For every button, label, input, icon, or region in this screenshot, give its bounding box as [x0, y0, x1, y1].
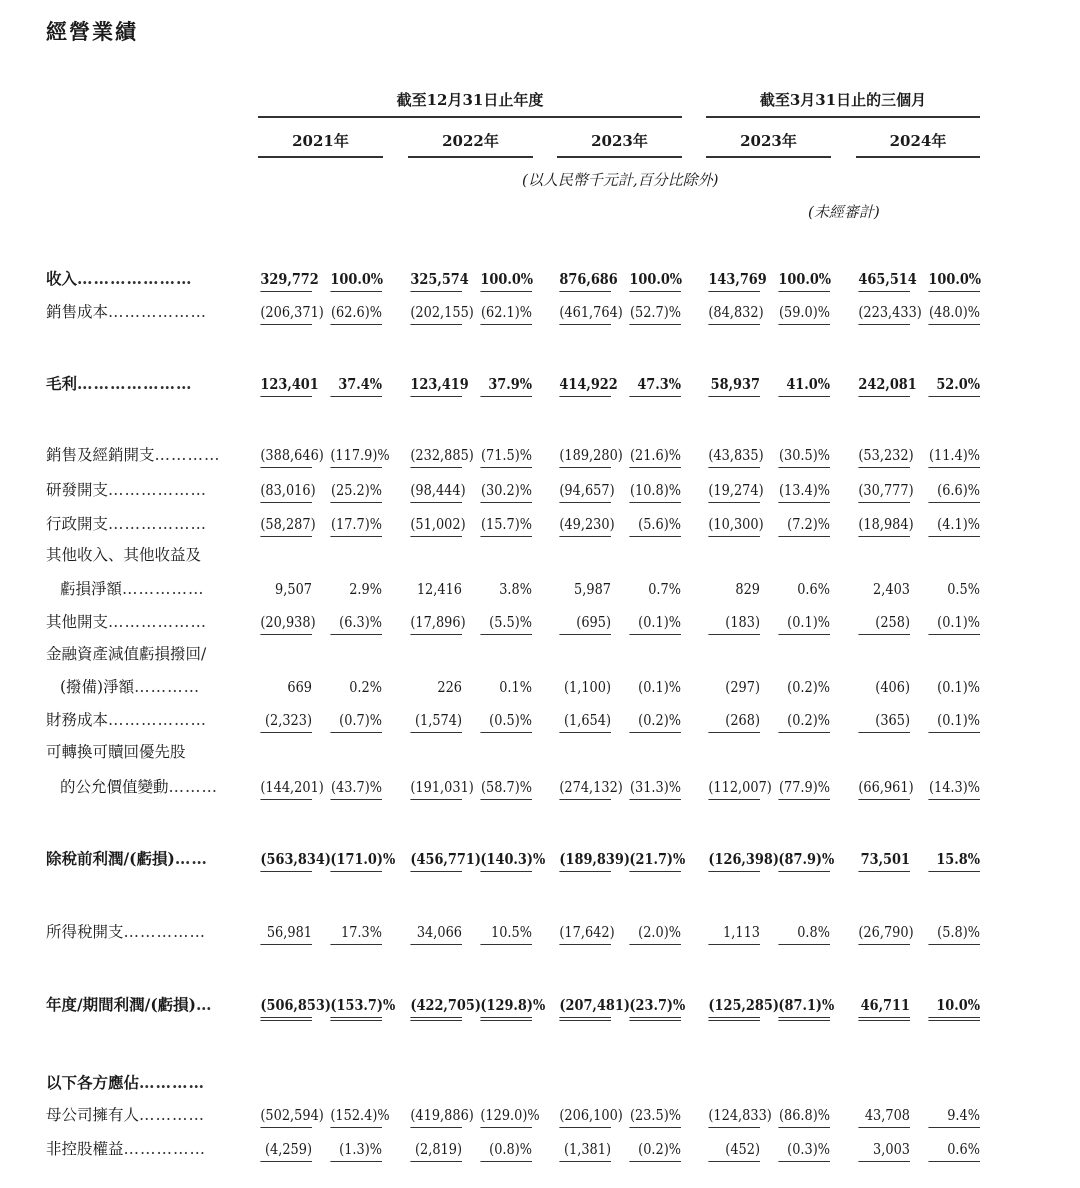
percent-cell: 17.3%	[330, 920, 382, 945]
amount-cell: 34,066	[410, 920, 462, 945]
amount-cell: (506,853)	[260, 993, 312, 1021]
row-label	[46, 920, 234, 944]
percent-cell: (0.2)%	[629, 1137, 681, 1162]
row-label	[46, 478, 234, 502]
leader-dots: …………	[139, 1073, 206, 1092]
amount-cell: 414,922	[559, 372, 611, 397]
leader-dots: ……………	[123, 923, 207, 941]
amount-cell: (126,398)	[708, 847, 760, 872]
year-header-2023-q1: 2023年	[740, 132, 797, 150]
amount-cell: 1,113	[708, 920, 760, 945]
percent-cell: (5.8)%	[928, 920, 980, 945]
row-label-text: 其他收入、其他收益及	[46, 546, 202, 564]
percent-cell: (87.9)%	[778, 847, 830, 872]
row-label-text: 行政開支	[46, 515, 109, 533]
percent-cell: 100.0%	[330, 267, 382, 292]
percent-cell: (5.5)%	[480, 610, 532, 635]
leader-dots: ……	[174, 849, 208, 868]
group-header-quarter-rule	[706, 116, 980, 118]
amount-cell: (1,381)	[559, 1137, 611, 1162]
percent-cell: 0.6%	[928, 1137, 980, 1162]
amount-cell: (268)	[708, 708, 760, 733]
amount-cell: 73,501	[858, 847, 910, 872]
amount-cell: (258)	[858, 610, 910, 635]
year-header-2023-q1-rule	[706, 156, 831, 158]
amount-cell: (206,100)	[559, 1103, 611, 1128]
percent-cell: (62.6)%	[330, 300, 382, 325]
amount-cell: (144,201)	[260, 775, 312, 800]
percent-cell: 0.7%	[648, 580, 681, 598]
row-label-text: 銷售成本	[46, 303, 109, 321]
table-row	[0, 443, 1080, 467]
row-label-text: 母公司擁有人	[46, 1106, 140, 1124]
year-header-2024-q1-rule	[856, 156, 980, 158]
row-label-text: 所得稅開支	[46, 923, 124, 941]
percent-cell: 3.8%	[499, 580, 532, 598]
amount-cell: (452)	[708, 1137, 760, 1162]
percent-cell: (62.1)%	[480, 300, 532, 325]
percent-cell: (140.3)%	[480, 847, 532, 872]
percent-cell: (0.8)%	[480, 1137, 532, 1162]
table-row	[0, 642, 1080, 666]
table-row	[0, 775, 1080, 799]
amount-cell: 329,772	[260, 267, 312, 292]
unit-note: (以人民幣千元計,百分比除外)	[522, 171, 719, 189]
leader-dots: ……………	[122, 580, 205, 598]
amount-cell: 669	[287, 678, 312, 696]
leader-dots: ………………	[108, 303, 208, 321]
percent-cell: (48.0)%	[928, 300, 980, 325]
percent-cell: 47.3%	[629, 372, 681, 397]
row-label-text: 收入	[46, 269, 78, 288]
amount-cell: (49,230)	[559, 512, 611, 537]
row-label	[46, 847, 234, 871]
unaudited-note: (未經審計)	[808, 203, 880, 221]
amount-cell: (19,274)	[708, 478, 760, 503]
amount-cell: 123,419	[410, 372, 462, 397]
row-label-text: 虧損淨額	[60, 580, 123, 598]
percent-cell: 37.9%	[480, 372, 532, 397]
amount-cell: (563,834)	[260, 847, 312, 872]
row-label-text: 除稅前利潤/(虧損)	[46, 849, 175, 868]
group-header-annual: 截至12月31日止年度	[396, 91, 544, 109]
percent-cell: 2.9%	[349, 580, 382, 598]
percent-cell: (21.6)%	[629, 443, 681, 468]
amount-cell: 58,937	[708, 372, 760, 397]
amount-cell: (20,938)	[260, 610, 312, 635]
row-label-text: 可轉換可贖回優先股	[46, 743, 186, 761]
amount-cell: (26,790)	[858, 920, 910, 945]
amount-cell: (17,642)	[559, 920, 611, 945]
amount-cell: (98,444)	[410, 478, 462, 503]
amount-cell: (1,574)	[410, 708, 462, 733]
amount-cell: (189,839)	[559, 847, 611, 872]
percent-cell: (77.9)%	[778, 775, 830, 800]
amount-cell: 123,401	[260, 372, 312, 397]
table-row	[0, 1071, 1080, 1095]
row-label-text: 的公允價值變動	[60, 778, 169, 796]
percent-cell: (30.2)%	[480, 478, 532, 503]
amount-cell: (422,705)	[410, 993, 462, 1021]
row-label-text: 金融資產減值虧損撥回/	[46, 645, 207, 663]
row-label	[46, 708, 234, 732]
row-label	[46, 512, 234, 536]
amount-cell: (419,886)	[410, 1103, 462, 1128]
percent-cell: (0.1)%	[778, 610, 830, 635]
amount-cell: (206,371)	[260, 300, 312, 325]
percent-cell: 0.6%	[797, 580, 830, 598]
percent-cell: 100.0%	[629, 267, 681, 292]
amount-cell: (43,835)	[708, 443, 760, 468]
amount-cell: 226	[437, 678, 462, 696]
amount-cell: (502,594)	[260, 1103, 312, 1128]
amount-cell: (191,031)	[410, 775, 462, 800]
percent-cell: (71.5)%	[480, 443, 532, 468]
percent-cell: (0.3)%	[778, 1137, 830, 1162]
amount-cell: (274,132)	[559, 775, 611, 800]
amount-cell: (297)	[725, 678, 760, 696]
amount-cell: (2,819)	[410, 1137, 462, 1162]
page-title: 經營業績	[46, 19, 138, 44]
leader-dots: …………………	[77, 374, 193, 393]
percent-cell: (23.5)%	[629, 1103, 681, 1128]
leader-dots: ………………	[108, 515, 208, 533]
amount-cell: (695)	[559, 610, 611, 635]
group-header-annual-rule	[258, 116, 682, 118]
amount-cell: 143,769	[708, 267, 760, 292]
percent-cell: (171.0)%	[330, 847, 382, 872]
amount-cell: (51,002)	[410, 512, 462, 537]
percent-cell: (0.1)%	[928, 708, 980, 733]
leader-dots: …	[196, 995, 213, 1014]
row-label	[46, 740, 346, 764]
amount-cell: (207,481)	[559, 993, 611, 1021]
amount-cell: 9,507	[275, 580, 312, 598]
amount-cell: (2,323)	[260, 708, 312, 733]
row-label	[46, 372, 234, 396]
percent-cell: (0.7)%	[330, 708, 382, 733]
amount-cell: (183)	[708, 610, 760, 635]
leader-dots: …………	[154, 446, 221, 464]
table-row	[0, 267, 1080, 291]
leader-dots: …………	[134, 678, 201, 696]
percent-cell: (129.0)%	[480, 1103, 532, 1128]
percent-cell: (25.2)%	[330, 478, 382, 503]
percent-cell: (87.1)%	[778, 993, 830, 1021]
percent-cell: 10.0%	[928, 993, 980, 1021]
row-label-text: 其他開支	[46, 613, 109, 631]
amount-cell: 3,003	[858, 1137, 910, 1162]
percent-cell: 0.1%	[499, 678, 532, 696]
percent-cell: (129.8)%	[480, 993, 532, 1021]
leader-dots: ………………	[108, 481, 208, 499]
row-label-text: 以下各方應佔	[46, 1073, 140, 1092]
percent-cell: 0.2%	[349, 678, 382, 696]
amount-cell: (202,155)	[410, 300, 462, 325]
amount-cell: 876,686	[559, 267, 611, 292]
year-header-2023-rule	[557, 156, 682, 158]
percent-cell: (14.3)%	[928, 775, 980, 800]
leader-dots: ………………	[108, 613, 208, 631]
percent-cell: (117.9)%	[330, 443, 382, 468]
percent-cell: (5.6)%	[629, 512, 681, 537]
leader-dots: …………………	[77, 269, 193, 288]
row-label	[46, 543, 346, 567]
percent-cell: (153.7)%	[330, 993, 382, 1021]
amount-cell: (58,287)	[260, 512, 312, 537]
percent-cell: (0.1)%	[928, 610, 980, 635]
amount-cell: (388,646)	[260, 443, 312, 468]
amount-cell: (461,764)	[559, 300, 611, 325]
row-label-text: 年度/期間利潤/(虧損)	[46, 995, 196, 1014]
leader-dots: …………	[139, 1106, 206, 1124]
percent-cell: (0.2)%	[787, 678, 830, 696]
amount-cell: 465,514	[858, 267, 910, 292]
percent-cell: 100.0%	[928, 267, 980, 292]
row-label	[60, 577, 234, 601]
amount-cell: 2,403	[873, 580, 910, 598]
table-row	[0, 610, 1080, 634]
amount-cell: 242,081	[858, 372, 910, 397]
percent-cell: (0.1)%	[937, 678, 980, 696]
amount-cell: (18,984)	[858, 512, 910, 537]
percent-cell: (152.4)%	[330, 1103, 382, 1128]
year-header-2022: 2022年	[442, 132, 499, 150]
amount-cell: (365)	[858, 708, 910, 733]
row-label-text: 財務成本	[46, 711, 109, 729]
row-label-text: (撥備)淨額	[60, 678, 135, 696]
row-label	[60, 775, 234, 799]
year-header-2022-rule	[408, 156, 533, 158]
percent-cell: 37.4%	[330, 372, 382, 397]
row-label-text: 銷售及經銷開支	[46, 446, 155, 464]
table-row	[0, 708, 1080, 732]
percent-cell: 15.8%	[928, 847, 980, 872]
percent-cell: (0.1)%	[638, 678, 681, 696]
row-label	[46, 1071, 234, 1095]
year-header-2021-rule	[258, 156, 383, 158]
percent-cell: 9.4%	[928, 1103, 980, 1128]
table-row	[0, 740, 1080, 764]
group-header-quarter: 截至3月31日止的三個月	[759, 91, 927, 109]
table-row	[0, 372, 1080, 396]
row-label	[46, 1137, 234, 1161]
percent-cell: 10.5%	[480, 920, 532, 945]
percent-cell: (23.7)%	[629, 993, 681, 1021]
amount-cell: 5,987	[574, 580, 611, 598]
leader-dots: ……………	[123, 1140, 207, 1158]
percent-cell: (30.5)%	[778, 443, 830, 468]
table-row	[0, 300, 1080, 324]
amount-cell: (1,654)	[559, 708, 611, 733]
percent-cell: (11.4)%	[928, 443, 980, 468]
percent-cell: 100.0%	[778, 267, 830, 292]
amount-cell: 325,574	[410, 267, 462, 292]
amount-cell: 12,416	[416, 580, 462, 598]
percent-cell: (43.7)%	[330, 775, 382, 800]
table-row	[0, 512, 1080, 536]
leader-dots: ………………	[108, 711, 208, 729]
table-row	[0, 1137, 1080, 1161]
percent-cell: (59.0)%	[778, 300, 830, 325]
row-label	[46, 443, 234, 467]
table-row	[0, 543, 1080, 567]
amount-cell: (112,007)	[708, 775, 760, 800]
amount-cell: (125,285)	[708, 993, 760, 1021]
table-row	[0, 920, 1080, 944]
percent-cell: (15.7)%	[480, 512, 532, 537]
percent-cell: (6.3)%	[330, 610, 382, 635]
row-label-text: 毛利	[46, 374, 78, 393]
amount-cell: 43,708	[858, 1103, 910, 1128]
percent-cell: (6.6)%	[928, 478, 980, 503]
percent-cell: (4.1)%	[928, 512, 980, 537]
amount-cell: (66,961)	[858, 775, 910, 800]
amount-cell: 829	[735, 580, 760, 598]
percent-cell: (1.3)%	[330, 1137, 382, 1162]
percent-cell: (21.7)%	[629, 847, 681, 872]
amount-cell: (17,896)	[410, 610, 462, 635]
percent-cell: 52.0%	[928, 372, 980, 397]
percent-cell: 100.0%	[480, 267, 532, 292]
percent-cell: (7.2)%	[778, 512, 830, 537]
table-row	[0, 577, 1080, 601]
table-row	[0, 478, 1080, 502]
row-label	[46, 1103, 234, 1127]
table-row	[0, 1103, 1080, 1127]
percent-cell: (58.7)%	[480, 775, 532, 800]
amount-cell: (406)	[875, 678, 910, 696]
row-label	[46, 300, 234, 324]
table-row	[0, 847, 1080, 871]
amount-cell: 46,711	[858, 993, 910, 1021]
percent-cell: (31.3)%	[629, 775, 681, 800]
percent-cell: (10.8)%	[629, 478, 681, 503]
row-label	[46, 610, 234, 634]
row-label-text: 研發開支	[46, 481, 109, 499]
percent-cell: (13.4)%	[778, 478, 830, 503]
amount-cell: (10,300)	[708, 512, 760, 537]
percent-cell: (0.5)%	[480, 708, 532, 733]
percent-cell: (52.7)%	[629, 300, 681, 325]
row-label	[60, 675, 234, 699]
amount-cell: (84,832)	[708, 300, 760, 325]
row-label-text: 非控股權益	[46, 1140, 124, 1158]
amount-cell: (30,777)	[858, 478, 910, 503]
percent-cell: (0.1)%	[629, 610, 681, 635]
amount-cell: (189,280)	[559, 443, 611, 468]
year-header-2021: 2021年	[292, 132, 349, 150]
amount-cell: (223,433)	[858, 300, 910, 325]
amount-cell: (232,885)	[410, 443, 462, 468]
amount-cell: (4,259)	[260, 1137, 312, 1162]
table-row	[0, 993, 1080, 1017]
percent-cell: (0.2)%	[778, 708, 830, 733]
percent-cell: 41.0%	[778, 372, 830, 397]
row-label	[46, 267, 234, 291]
amount-cell: 56,981	[260, 920, 312, 945]
percent-cell: 0.5%	[947, 580, 980, 598]
amount-cell: (1,100)	[563, 678, 611, 696]
percent-cell: (0.2)%	[629, 708, 681, 733]
leader-dots: ………	[168, 778, 219, 796]
amount-cell: (456,771)	[410, 847, 462, 872]
year-header-2024-q1: 2024年	[889, 132, 947, 150]
amount-cell: (124,833)	[708, 1103, 760, 1128]
row-label	[46, 993, 234, 1017]
percent-cell: (2.0)%	[629, 920, 681, 945]
amount-cell: (83,016)	[260, 478, 312, 503]
table-row	[0, 675, 1080, 699]
year-header-2023: 2023年	[591, 132, 648, 150]
amount-cell: (53,232)	[858, 443, 910, 468]
percent-cell: 0.8%	[778, 920, 830, 945]
row-label	[46, 642, 346, 666]
percent-cell: (17.7)%	[330, 512, 382, 537]
amount-cell: (94,657)	[559, 478, 611, 503]
percent-cell: (86.8)%	[778, 1103, 830, 1128]
